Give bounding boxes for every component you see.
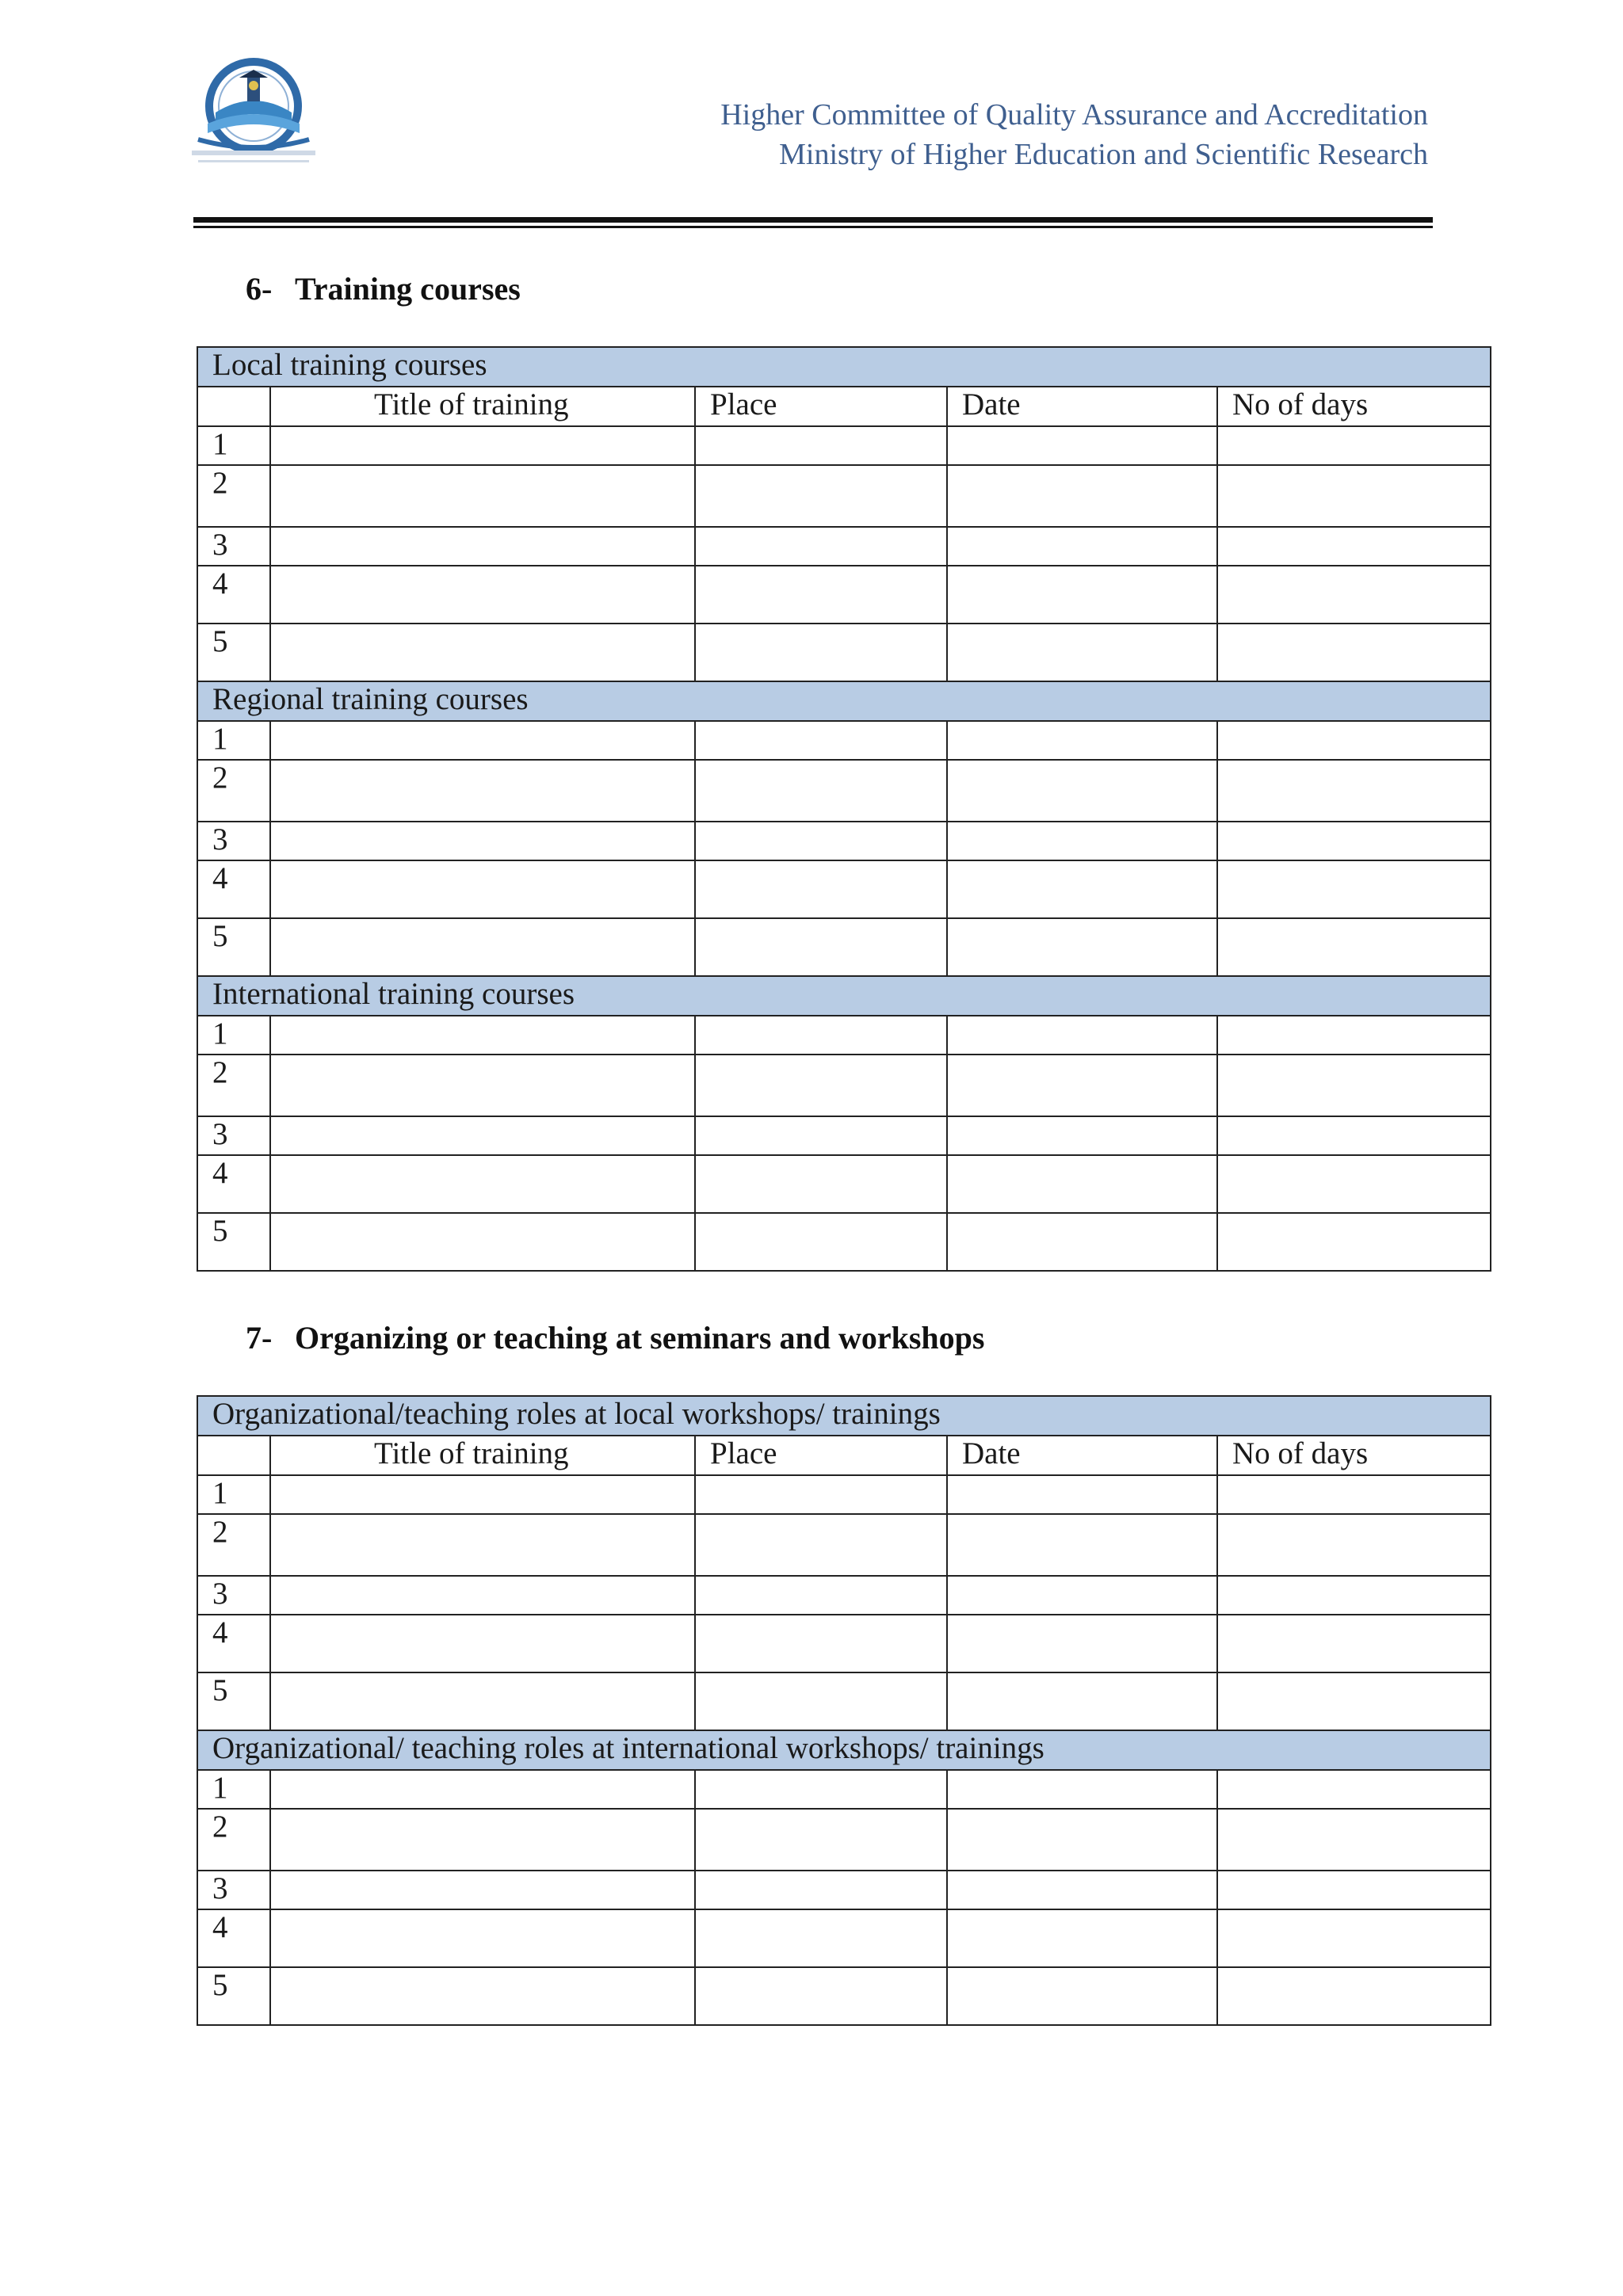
workshops-table: [197, 1395, 1491, 2026]
group-label-regional: Regional training courses: [197, 681, 1491, 721]
table-row: 3: [197, 1116, 1491, 1155]
table-row: 4: [197, 566, 1491, 624]
group-label-international: International training courses: [197, 976, 1491, 1016]
table-row: 3: [197, 1576, 1491, 1615]
col-date: Date: [947, 1436, 1217, 1475]
col-date: Date: [947, 387, 1217, 426]
table-row: 4: [197, 1615, 1491, 1672]
table-row: 4: [197, 1155, 1491, 1213]
table-row: 1: [197, 426, 1491, 465]
table-row: 5: [197, 624, 1491, 681]
table-row: 3: [197, 822, 1491, 860]
table-row: 5: [197, 1213, 1491, 1271]
ministry-logo: [184, 57, 323, 168]
col-title: Title of training: [270, 1436, 695, 1475]
ministry-name: Ministry of Higher Education and Scientific Research: [779, 138, 1428, 171]
section-number: 6-: [246, 271, 273, 307]
table-row: 2: [197, 1055, 1491, 1116]
col-days: No of days: [1217, 1436, 1491, 1475]
section-6-heading: [246, 269, 521, 309]
section-title: Organizing or teaching at seminars and workshops: [295, 1320, 985, 1356]
table-row: 4: [197, 1909, 1491, 1967]
table-row: 2: [197, 465, 1491, 527]
section-number: 7-: [246, 1320, 273, 1356]
group-label-international-workshops: Organizational/ teaching roles at international workshops/ trainings: [197, 1730, 1491, 1770]
col-place: Place: [695, 387, 947, 426]
column-header-row: [197, 1436, 1491, 1475]
table-row: 1: [197, 721, 1491, 760]
training-courses-table: [197, 346, 1491, 1272]
table-row: 1: [197, 1475, 1491, 1514]
table-row: 2: [197, 1809, 1491, 1871]
table-row: 1: [197, 1770, 1491, 1809]
table-row: 5: [197, 1967, 1491, 2025]
document-header: [720, 95, 1428, 174]
group-label-local-workshops: Organizational/teaching roles at local workshops/ trainings: [197, 1396, 1491, 1436]
col-place: Place: [695, 1436, 947, 1475]
table-row: 3: [197, 527, 1491, 566]
group-label-local: Local training courses: [197, 347, 1491, 387]
table-row: 5: [197, 918, 1491, 976]
col-title: Title of training: [270, 387, 695, 426]
table-row: 5: [197, 1672, 1491, 1730]
committee-name: Higher Committee of Quality Assurance and Accreditation: [720, 98, 1428, 132]
column-header-row: [197, 387, 1491, 426]
col-days: No of days: [1217, 387, 1491, 426]
header-rule-thin: [193, 226, 1433, 228]
table-row: 1: [197, 1016, 1491, 1055]
section-7-heading: [246, 1318, 984, 1358]
table-row: 4: [197, 860, 1491, 918]
section-title: Training courses: [295, 271, 521, 307]
table-row: 2: [197, 1514, 1491, 1576]
table-row: 2: [197, 760, 1491, 822]
table-row: 3: [197, 1871, 1491, 1909]
header-rule-thick: [193, 217, 1433, 223]
